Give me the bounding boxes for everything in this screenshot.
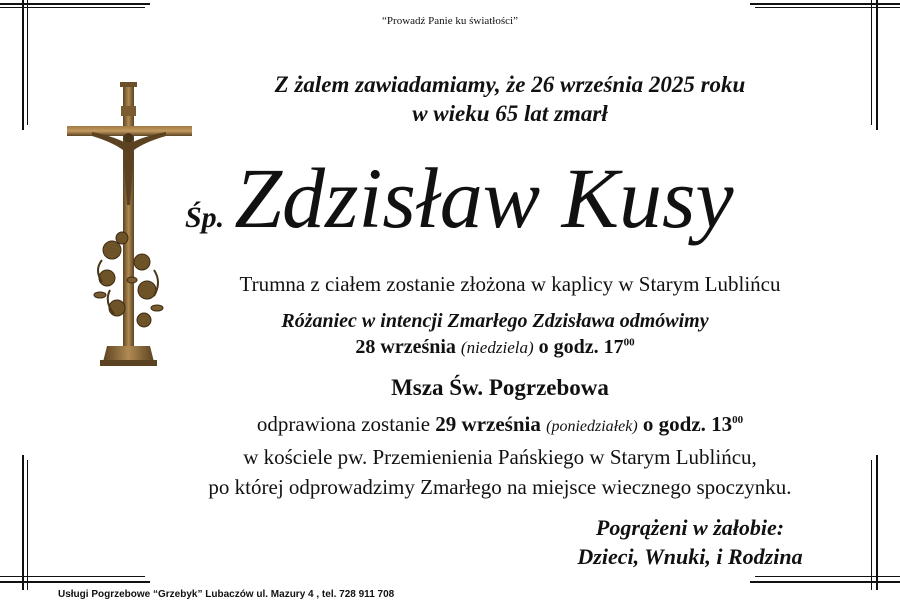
mourners-line-2: Dzieci, Wnuki, i Rodzina — [577, 544, 803, 569]
mass-line-1 — [100, 405, 900, 442]
mass-line-1-prefix: odprawiona zostanie — [256, 412, 431, 436]
mass-day: (poniedziałek) — [546, 418, 638, 435]
intro-line-1: Z żalem zawiadamiamy, że 26 września 2025 roku — [274, 72, 746, 97]
mourners — [520, 513, 860, 571]
intro — [190, 70, 830, 128]
mass-time — [643, 412, 743, 436]
mass-line-2: w kościele pw. Przemienienia Pańskiego w Starym Lublińcu, — [243, 445, 757, 469]
rosary-date: 28 września — [355, 336, 456, 358]
rosary-time — [539, 336, 635, 358]
mass-time-prefix: o godz. 13 — [642, 412, 733, 436]
intro-line-2: w wieku 65 lat zmarł — [412, 101, 608, 126]
rosary-time-sup: 00 — [623, 336, 635, 349]
rosary-datetime — [190, 336, 800, 359]
rosary-day: (niedziela) — [460, 338, 534, 357]
casket-note: Trumna z ciałem zostanie złożona w kaplicy w Starym Lublińcu — [239, 272, 781, 296]
mass-time-sup: 00 — [732, 414, 744, 426]
name-prefix: Śp. — [185, 201, 225, 234]
mass-line-3: po której odprowadzimy Zmarłego na miejsce wiecznego spoczynku. — [208, 475, 792, 499]
mourners-line-1: Pogrążeni w żałobie: — [595, 515, 785, 540]
mass-date: 29 września — [435, 412, 541, 436]
rosary-time-prefix: o godz. 17 — [538, 336, 624, 358]
motto: “Prowadź Panie ku światłości” — [382, 15, 518, 27]
mass-details — [100, 405, 900, 502]
crucifix-icon — [62, 80, 197, 370]
rosary-title: Różaniec w intencji Zmarłego Zdzisława odmówimy — [281, 310, 709, 332]
deceased-name: Zdzisław Kusy — [234, 150, 734, 246]
footer-funeral-home: Usługi Pogrzebowe “Grzebyk” Lubaczów ul. Mazury 4 , tel. 728 911 708 — [58, 589, 395, 600]
mass-title: Msza Św. Pogrzebowa — [391, 375, 609, 400]
deceased-name-line — [185, 148, 845, 248]
